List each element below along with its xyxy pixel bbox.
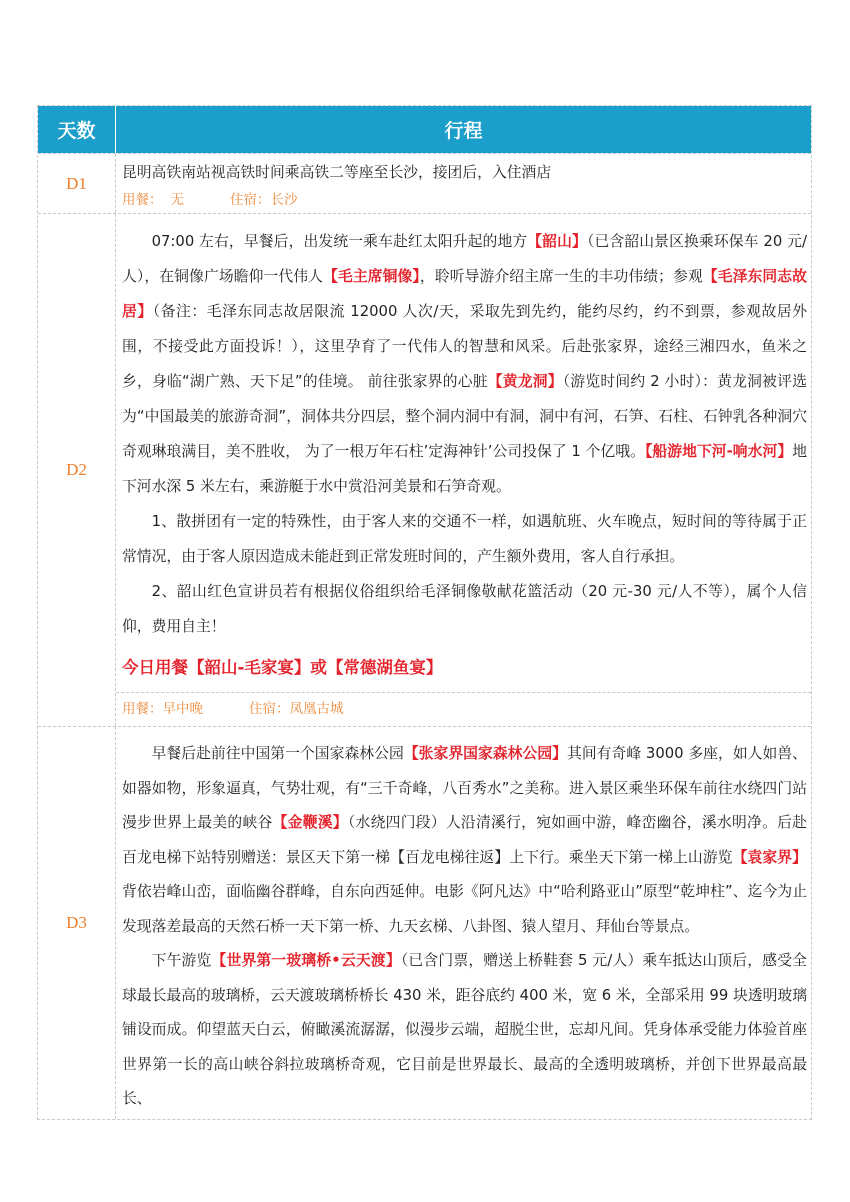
meal-label: 用餐： [122, 701, 163, 717]
text-segment: （水绕四门段）人沿清溪行，宛如画中游，峰峦幽谷，溪水明净。后赴百龙电梯下站特别赠送：景区天下第一梯【百龙电梯往返】上下行。乘坐天下第一梯上山游览 [122, 814, 807, 866]
day-row-d2 [38, 213, 811, 726]
itinerary-table [37, 105, 812, 1120]
meal-value: 早中晚 [162, 701, 203, 717]
text-segment: （已含门票，赠送上桥鞋套 5 元/人）乘车抵达山顶后，感受全球最长最高的玻璃桥，云天渡玻璃桥桥长 430 米，距谷底约 400 米，宽 6 米，全部采用 99 块透明玻璃铺设而成。仰望蓝天白云，俯瞰溪流潺潺，似漫步云端，超脱尘世，忘却凡间。凭身体承受能力体验首座世界第一长的高山峡谷斜拉玻璃桥奇观，它目前是世界最长、最高的全透明玻璃桥，并创下世界最高最长、 [122, 952, 807, 1107]
text-segment: ，聆听导游介绍主席一生的丰功伟绩；参观 [419, 268, 703, 285]
attraction-highlight: 【世界第一玻璃桥•云天渡】 [211, 952, 401, 969]
text-segment: 其间有奇峰 3000 多座，如人如兽、如器如物，形象逼真，气势壮观，有“三千奇峰，八百秀水”之美称。进入景区乘坐环保车前往水绕四门站漫步世界上最美的峡谷 [122, 745, 807, 831]
text-segment: 07:00 左右，早餐后，出发统一乘车赴红太阳升起的地方 [151, 233, 528, 250]
text-segment: 下午游览 [151, 952, 212, 969]
text-segment: 2、韶山红色宣讲员若有根据仪俗组织给毛泽铜像敬献花篮活动（20 元-30 元/人不等），属个人信仰，费用自主！ [122, 583, 807, 635]
itinerary-paragraph [122, 504, 807, 574]
meal-lodging-info [116, 187, 811, 213]
lodging-value: 长沙 [270, 192, 298, 208]
day-label: D1 [38, 154, 116, 213]
day-summary: 昆明高铁南站视高铁时间乘高铁二等座至长沙，接团后，入住酒店 [122, 164, 552, 181]
itinerary-paragraph [122, 224, 807, 504]
attraction-highlight: 【韶山】 [527, 233, 587, 250]
attraction-highlight: 【黄龙洞】 [487, 373, 563, 390]
day-content [116, 154, 811, 213]
attraction-highlight: 【袁家界】 [732, 848, 807, 866]
day-label: D2 [38, 214, 116, 726]
day-description [116, 727, 811, 1119]
day-row-d3 [38, 726, 811, 1119]
lodging-label: 住宿： [230, 192, 271, 208]
lodging-label: 住宿： [249, 701, 290, 717]
attraction-highlight: 【船游地下河-响水河】 [644, 443, 793, 460]
paragraph-group [122, 224, 807, 644]
attraction-highlight: 【毛泽东同志故居】 [122, 268, 807, 320]
meal-lodging-info [116, 692, 811, 726]
day-label: D3 [38, 727, 116, 1119]
meal-label: 用餐： [122, 192, 163, 208]
text-segment: 早餐后赴前往中国第一个国家森林公园 [151, 745, 404, 762]
todays-meal-highlight: 今日用餐【韶山-毛家宴】或【常德湖鱼宴】 [122, 658, 443, 677]
text-segment: 1、散拼团有一定的特殊性，由于客人来的交通不一样，如遇航班、火车晚点，短时间的等待属于正常情况，由于客人原因造成未能赶到正常发班时间的，产生额外费用，客人自行承担。 [122, 513, 807, 565]
itinerary-paragraph [122, 574, 807, 644]
day-content [116, 727, 811, 1119]
attraction-highlight: 【张家界国家森林公园】 [403, 745, 568, 762]
header-day-column: 天数 [38, 106, 116, 153]
table-header [38, 106, 811, 153]
text-segment: （游览时间约 2 小时）：黄龙洞被评选为“中国最美的旅游奇洞”，洞体共分四层，整个洞内洞中有洞，洞中有河，石笋、石柱、石钟乳各种洞穴奇观琳琅满目，美不胜收， 为了一根万年石柱’定海神针’公司投保了 1 个亿哦。 [122, 373, 807, 460]
meal-value: 无 [170, 192, 184, 208]
paragraph-group [122, 737, 807, 1117]
header-itinerary-column: 行程 [444, 120, 483, 142]
attraction-highlight: 【金鞭溪】 [272, 814, 348, 831]
text-segment: （备注：毛泽东同志故居限流 12000 人次/天，采取先到先约，能约尽约，约不到票，参观故居外围，不接受此方面投诉！），这里孕育了一代伟人的智慧和风采。后赴张家界，途经三湘四水，鱼米之乡，身临“湖广熟、天下足”的佳境。 前往张家界的心脏 [122, 303, 807, 390]
text-segment: 背依岩峰山峦，面临幽谷群峰，自东向西延伸。电影《阿凡达》中“哈利路亚山”原型“乾坤柱”、迄今为止发现落差最高的天然石桥一天下第一桥、九天玄梯、八卦图、猿人望月、拜仙台等景点。 [122, 883, 807, 935]
attraction-highlight: 【毛主席铜像】 [323, 268, 420, 285]
day-row-d1 [38, 153, 811, 213]
day-content [116, 214, 811, 726]
text-segment: 地下河水深 5 米左右，乘游艇于水中赏沿河美景和石笋奇观。 [122, 443, 807, 495]
day-description [116, 214, 811, 692]
lodging-value: 凤凰古城 [289, 701, 344, 717]
itinerary-paragraph [122, 737, 807, 944]
text-segment: （已含韶山景区换乘环保车 20 元/人），在铜像广场瞻仰一代伟人 [122, 233, 807, 285]
itinerary-paragraph [122, 944, 807, 1117]
